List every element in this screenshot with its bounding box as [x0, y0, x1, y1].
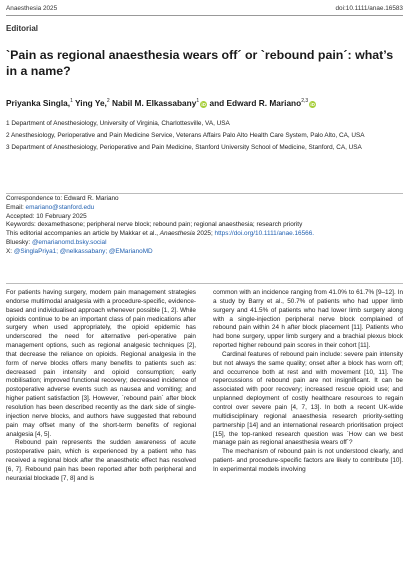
journal-name: Anaesthesia 2025 — [6, 5, 58, 12]
author-2[interactable]: Ying Ye,$^2$ — [75, 98, 110, 108]
email-line: Email: emariano@stanford.edu — [6, 203, 95, 211]
paragraph: The mechanism of rebound pain is not understood clearly, and patient- and procedure-specific factors are likely to contribute [10]. In experimental models involving — [213, 448, 403, 473]
body-divider — [6, 283, 403, 284]
paragraph: Cardinal features of rebound pain include: severe pain intensity but not always the same quality; onset after a block has worn off; and occurrence both at rest and with movement [10, 11]. The repercussions of rebound pain are not insignificant. It can be associated with poor recovery; increased rescue opioid use; and unplanned deployment of costly healthcare resources to regain control over severe pain [4, 7, 13]. In both a recent UK-wide multidisciplinary regional anaesthesia research priority-setting partnership [14] and an international research prioritisation project [15], the top-ranked research question was `How can we best manage pain as regional anaesthesia wears off´? — [213, 350, 403, 447]
author-list — [6, 98, 316, 108]
author-4[interactable]: and Edward R. Mariano$^{2,3}$iD — [209, 98, 315, 108]
bluesky-line: Bluesky: @emarianomd.bsky.social — [6, 238, 107, 246]
affiliation-3: 3 Department of Anesthesiology, Perioperative and Pain Medicine, Stanford University School of Medicine, Stanford, CA, USA — [6, 144, 362, 152]
author-1[interactable]: Priyanka Singla,$^1$ — [6, 98, 73, 108]
article-metadata — [6, 195, 402, 257]
email-link[interactable]: emariano@stanford.edu — [25, 203, 95, 211]
x-link[interactable]: @SinglaPriya1; @nelkassabany; @EMarianoMD — [13, 247, 153, 255]
paragraph: For patients having surgery, modern pain management strategies endorse multimodal analgesia with a procedure-specific, evidence-based and individualised approach whenever possible [1, 2]. While opioids continue to be an important class of pain medications after surgery when used appropriately, the opioid epidemic has underscored the need for alternative peri-operative pain management options, such as regional analgesic techniques [2], that decrease the reliance on opioids. Regional analgesia in the form of nerve blocks offers many benefits to patients such as: decreased pain intensity and opioid consumption; early mobilisation; improved functional recovery; decreased incidence of postoperative adverse events such as nausea and vomiting; and higher patient satisfaction [3]. However, `rebound pain´ after block resolution has been described recently as the dark side of single-injection nerve blocks, and authors have suggested that rebound pain may offset many of the short-term benefits of regional analgesia [4, 5]. — [6, 289, 196, 438]
section-label: Editorial — [6, 24, 39, 33]
author-3[interactable]: Nabil M. Elkassabany$^1$iD — [111, 98, 206, 108]
affiliation-2: 2 Anesthesiology, Perioperative and Pain Medicine Service, Veterans Affairs Palo Alto Health Care System, Palo Alto, CA, USA — [6, 132, 365, 140]
orcid-icon[interactable]: iD — [310, 102, 315, 107]
doi-label[interactable]: doi:10.1111/anae.16583 — [335, 5, 403, 12]
x-line: X: @SinglaPriya1; @nelkassabany; @EMarianoMD — [6, 247, 153, 255]
article-title: `Pain as regional anaesthesia wears off´ or `rebound pain´: what’s in a name? — [6, 48, 394, 78]
body-column-right — [213, 289, 403, 475]
accompany-link[interactable]: https://doi.org/10.1111/anae.16566. — [214, 230, 315, 238]
keywords: Keywords: dexamethasone; peripheral nerve block; rebound pain; regional anaesthesia; research priority — [6, 221, 303, 229]
orcid-icon[interactable]: iD — [201, 102, 206, 107]
paragraph: common with an incidence ranging from 41.0% to 61.7% [9–12]. In a study by Barry et al., 50.7% of patients who had upper limb surgery and 41.5% of patients who had lower limb surgery along with a single-injection peripheral nerve block complained of rebound pain within 24 h after block placement [11]. Patients who had bone surgery, upper limb surgery and a brachial plexus block reported higher rebound pain scores in their cohort [11]. — [213, 289, 403, 350]
body-column-left — [6, 289, 196, 484]
paragraph: Rebound pain represents the sudden awareness of acute postoperative pain, which is experienced by a patient who has received a regional block after the anaesthetic effect has resolved [6, 7]. Rebound pain has been reported after both peripheral and neuraxial blockade [7, 8] and is — [6, 439, 196, 482]
affiliation-1: 1 Department of Anesthesiology, University of Virginia, Charlottesville, VA, USA — [6, 120, 230, 127]
affiliations — [6, 120, 402, 157]
accompany-note: This editorial accompanies an article by Makkar et al., Anaesthesia 2025; https://doi.org/10.1111/anae.16566. — [6, 230, 315, 238]
correspondence: Correspondence to: Edward R. Mariano — [6, 195, 119, 202]
meta-divider — [6, 193, 403, 194]
header-divider — [6, 15, 403, 16]
bluesky-link[interactable]: @emarianomd.bsky.social — [31, 238, 107, 246]
accepted-date: Accepted: 10 February 2025 — [6, 212, 87, 220]
